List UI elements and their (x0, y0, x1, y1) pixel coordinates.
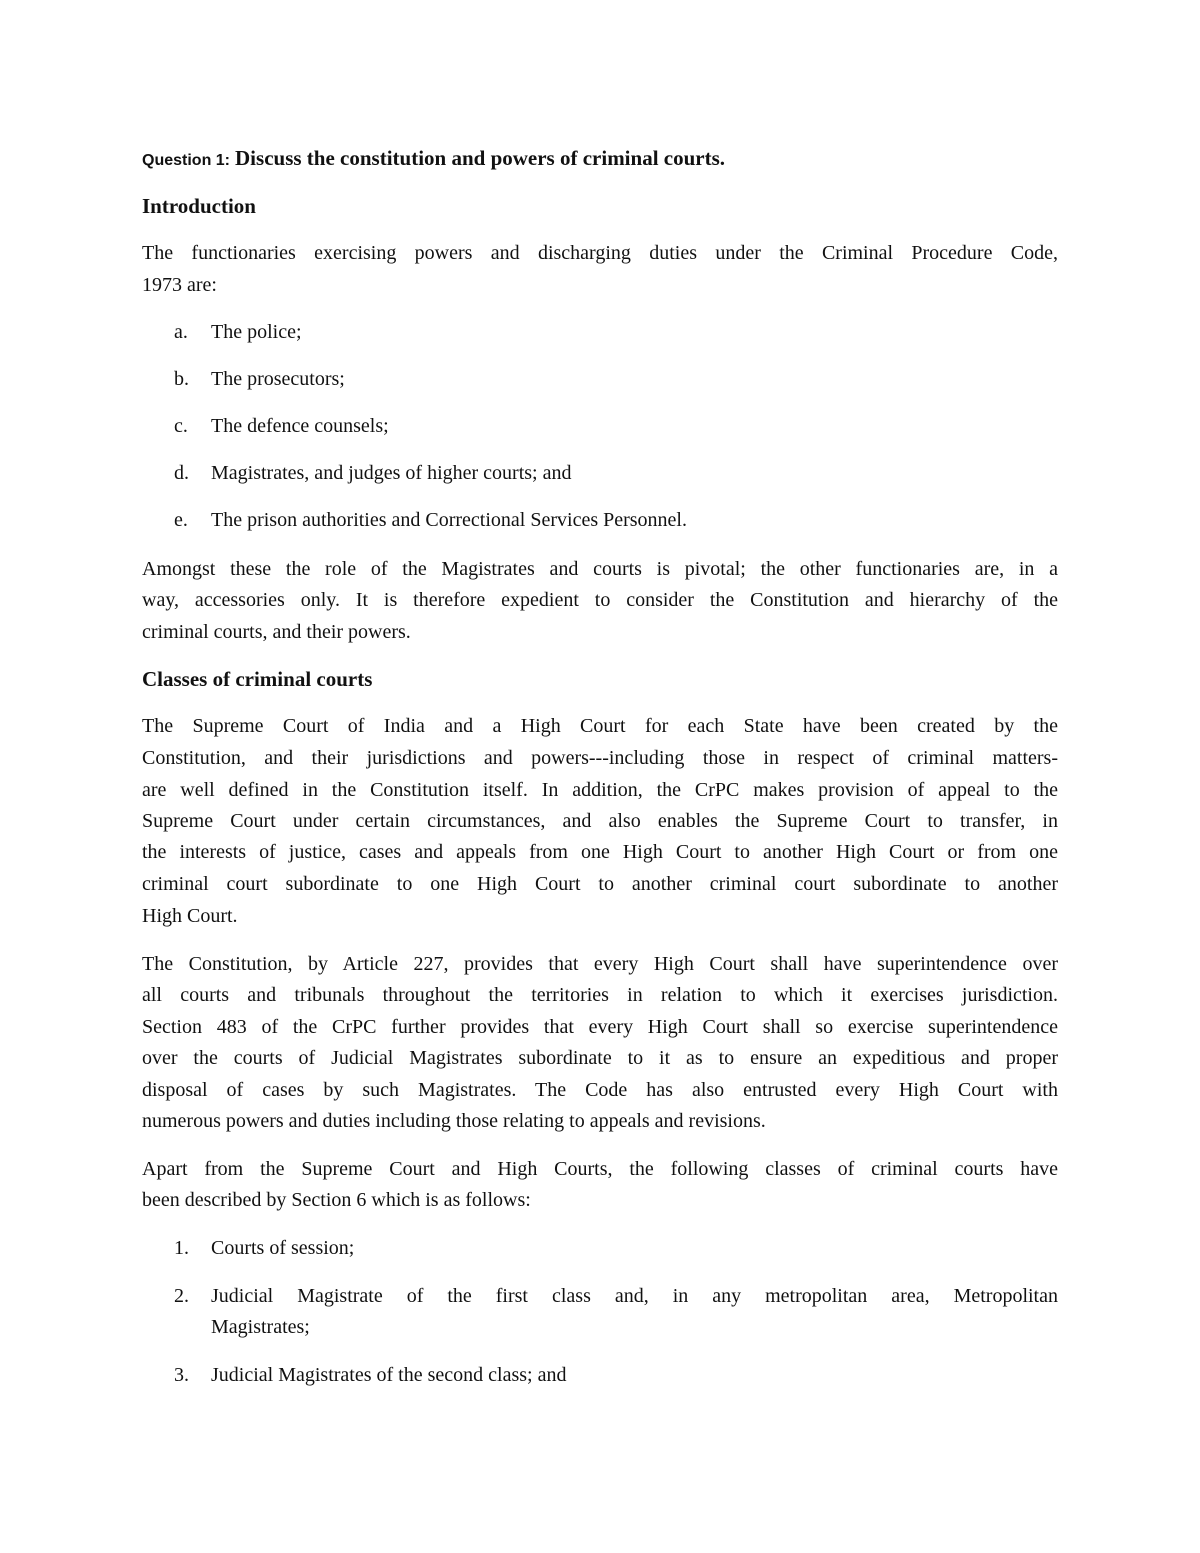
paragraph-line: Apart from the Supreme Court and High Courts, the following classes of criminal courts have (142, 1158, 1058, 1180)
paragraph-line: High Court. (142, 905, 238, 927)
paragraph-line: way, accessories only. It is therefore expedient to consider the Constitution and hierarchy of the (142, 589, 1058, 611)
list-marker: c. (174, 415, 188, 437)
list-marker: a. (174, 321, 188, 343)
list-item: The police; (211, 321, 302, 343)
paragraph-line: been described by Section 6 which is as follows: (142, 1189, 531, 1211)
question-label: Question 1: (142, 152, 231, 169)
paragraph-line: Constitution, and their jurisdictions and powers---including those in respect of criminal matters- (142, 747, 1058, 769)
list-marker: 2. (174, 1285, 189, 1307)
list-item: The prison authorities and Correctional Services Personnel. (211, 509, 687, 531)
list-item: Courts of session; (211, 1237, 355, 1259)
paragraph-line: over the courts of Judicial Magistrates subordinate to it as to ensure an expeditious and proper (142, 1047, 1058, 1069)
paragraph-line: Amongst these the role of the Magistrates and courts is pivotal; the other functionaries are, in a (142, 558, 1058, 580)
paragraph-line: 1973 are: (142, 274, 217, 296)
paragraph-line: numerous powers and duties including those relating to appeals and revisions. (142, 1110, 766, 1132)
paragraph-line: The Constitution, by Article 227, provides that every High Court shall have superintendence over (142, 953, 1058, 975)
list-item: Judicial Magistrate of the first class and, in any metropolitan area, Metropolitan (211, 1285, 1058, 1307)
paragraph-line: criminal court subordinate to one High Court to another criminal court subordinate to another (142, 873, 1058, 895)
list-marker: 1. (174, 1237, 189, 1259)
paragraph-line: all courts and tribunals throughout the territories in relation to which it exercises jurisdiction. (142, 984, 1058, 1006)
introduction-heading: Introduction (142, 194, 256, 218)
paragraph-line: The Supreme Court of India and a High Court for each State have been created by the (142, 715, 1058, 737)
paragraph-line: criminal courts, and their powers. (142, 621, 411, 643)
paragraph-line: Supreme Court under certain circumstances, and also enables the Supreme Court to transfer, in (142, 810, 1058, 832)
list-marker: 3. (174, 1364, 189, 1386)
paragraph-line: the interests of justice, cases and appeals from one High Court to another High Court or from one (142, 841, 1058, 863)
paragraph-line: The functionaries exercising powers and discharging duties under the Criminal Procedure Code, (142, 242, 1058, 264)
paragraph-line: are well defined in the Constitution itself. In addition, the CrPC makes provision of appeal to the (142, 779, 1058, 801)
list-item: The prosecutors; (211, 368, 345, 390)
list-item: Magistrates, and judges of higher courts; and (211, 462, 572, 484)
classes-heading: Classes of criminal courts (142, 667, 373, 691)
list-item: Magistrates; (211, 1316, 310, 1338)
list-marker: e. (174, 509, 188, 531)
question-title: Discuss the constitution and powers of criminal courts. (235, 146, 726, 170)
list-marker: d. (174, 462, 189, 484)
paragraph-line: disposal of cases by such Magistrates. The Code has also entrusted every High Court with (142, 1079, 1058, 1101)
list-item: Judicial Magistrates of the second class; and (211, 1364, 567, 1386)
list-item: The defence counsels; (211, 415, 389, 437)
list-marker: b. (174, 368, 189, 390)
question-heading (142, 142, 1058, 174)
paragraph-line: Section 483 of the CrPC further provides that every High Court shall so exercise superintendence (142, 1016, 1058, 1038)
